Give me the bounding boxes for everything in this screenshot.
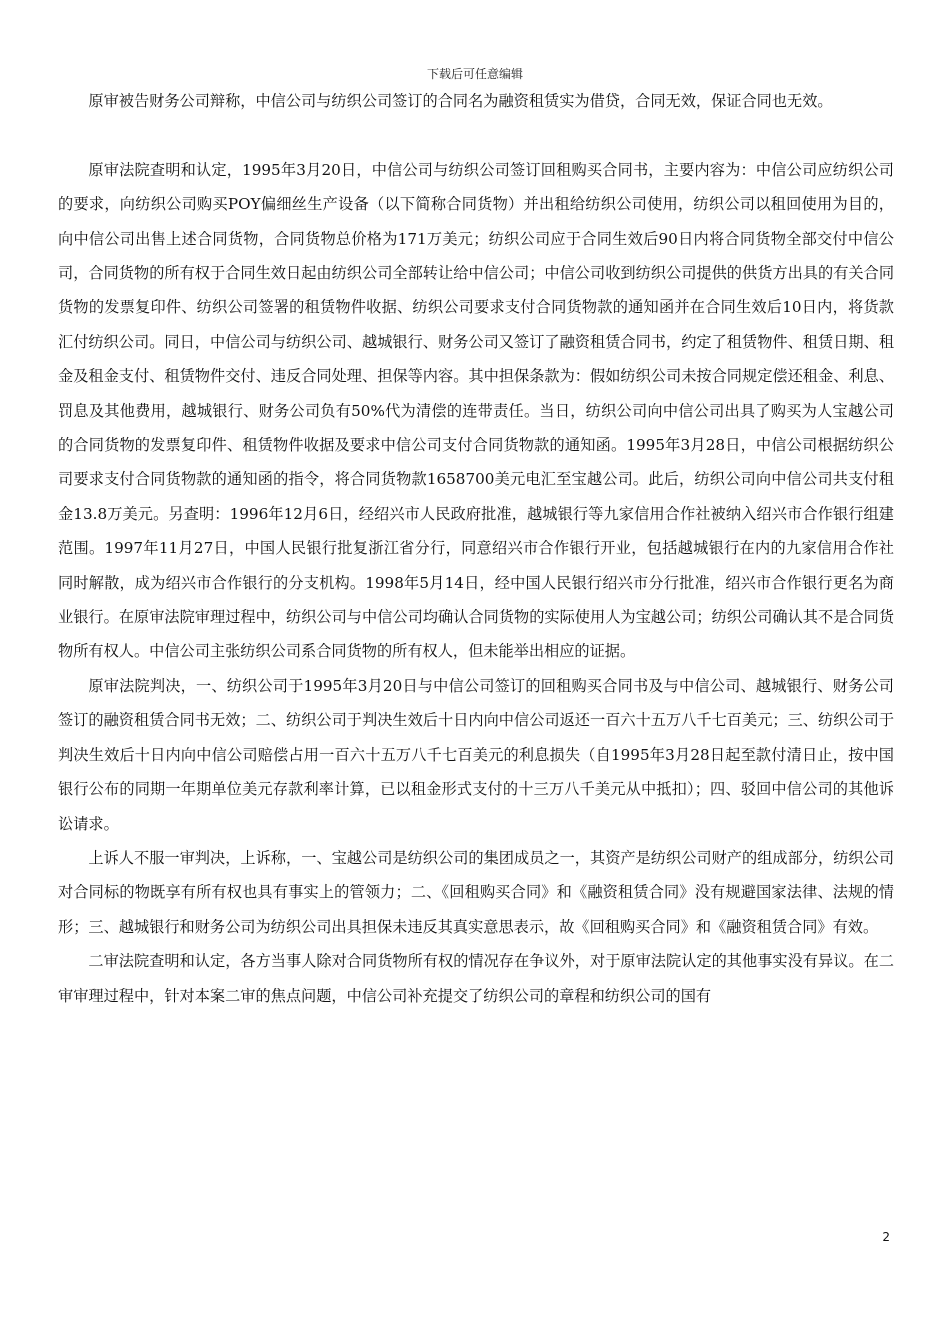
page-header-note: 下载后可任意编辑 bbox=[426, 67, 523, 81]
document-body bbox=[58, 84, 894, 1013]
paragraph-first-instance-findings: 原审法院查明和认定，1995年3月20日，中信公司与纺织公司签订回租购买合同书，主要内容为：中信公司应纺织公司的要求，向纺织公司购买POY偏细丝生产设备（以下简称合同货物）并出租给纺织公司使用，纺织公司以租回使用为目的，向中信公司出售上述合同货物，合同货物总价格为171万美元；纺织公司应于合同生效后90日内将合同货物全部交付中信公司，合同货物的所有权于合同生效日起由纺织公司全部转让给中信公司；中信公司收到纺织公司提供的供货方出具的有关合同货物的发票复印件、纺织公司签署的租赁物件收据、纺织公司要求支付合同货物款的通知函并在合同生效后10日内，将货款汇付纺织公司。同日，中信公司与纺织公司、越城银行、财务公司又签订了融资租赁合同书，约定了租赁物件、租赁日期、租金及租金支付、租赁物件交付、违反合同处理、担保等内容。其中担保条款为：假如纺织公司未按合同规定偿还租金、利息、罚息及其他费用，越城银行、财务公司负有50%代为清偿的连带责任。当日，纺织公司向中信公司出具了购买为人宝越公司的合同货物的发票复印件、租赁物件收据及要求中信公司支付合同货物款的通知函。1995年3月28日，中信公司根据纺织公司要求支付合同货物款的通知函的指令，将合同货物款1658700美元电汇至宝越公司。此后，纺织公司向中信公司共支付租金13.8万美元。另查明：1996年12月6日，经绍兴市人民政府批准，越城银行等九家信用合作社被纳入绍兴市合作银行组建范围。1997年11月27日，中国人民银行批复浙江省分行，同意绍兴市合作银行开业，包括越城银行在内的九家信用合作社同时解散，成为绍兴市合作银行的分支机构。1998年5月14日，经中国人民银行绍兴市分行批准，绍兴市合作银行更名为商业银行。在原审法院审理过程中，纺织公司与中信公司均确认合同货物的实际使用人为宝越公司；纺织公司确认其不是合同货物所有权人。中信公司主张纺织公司系合同货物的所有权人，但未能举出相应的证据。 bbox=[58, 160, 894, 661]
paragraph-defense-statement: 原审被告财务公司辩称，中信公司与纺织公司签订的合同名为融资租赁实为借贷，合同无效，保证合同也无效。 bbox=[88, 92, 833, 110]
paragraph-gap bbox=[58, 118, 894, 152]
paragraph-appeal-grounds: 上诉人不服一审判决，上诉称，一、宝越公司是纺织公司的集团成员之一，其资产是纺织公司财产的组成部分，纺织公司对合同标的物既享有所有权也具有事实上的管领力；二、《回租购买合同》和《融资租赁合同》没有规避国家法律、法规的情形；三、越城银行和财务公司为纺织公司出具担保未违反其真实意思表示，故《回租购买合同》和《融资租赁合同》有效。 bbox=[58, 848, 894, 936]
paragraph-second-instance-findings: 二审法院查明和认定，各方当事人除对合同货物所有权的情况存在争议外，对于原审法院认定的其他事实没有异议。在二审审理过程中，针对本案二审的焦点问题，中信公司补充提交了纺织公司的章程和纺织公司的国有 bbox=[58, 952, 894, 1005]
page-number: 2 bbox=[882, 1230, 890, 1244]
paragraph-first-instance-judgment: 原审法院判决，一、纺织公司于1995年3月20日与中信公司签订的回租购买合同书及与中信公司、越城银行、财务公司签订的融资租赁合同书无效；二、纺织公司于判决生效后十日内向中信公司返还一百六十五万八千七百美元；三、纺织公司于判决生效后十日内向中信公司赔偿占用一百六十五万八千七百美元的利息损失（自1995年3月28日起至款付清日止，按中国银行公布的同期一年期单位美元存款利率计算，已以租金形式支付的十三万八千美元从中抵扣）；四、驳回中信公司的其他诉讼请求。 bbox=[58, 676, 894, 833]
